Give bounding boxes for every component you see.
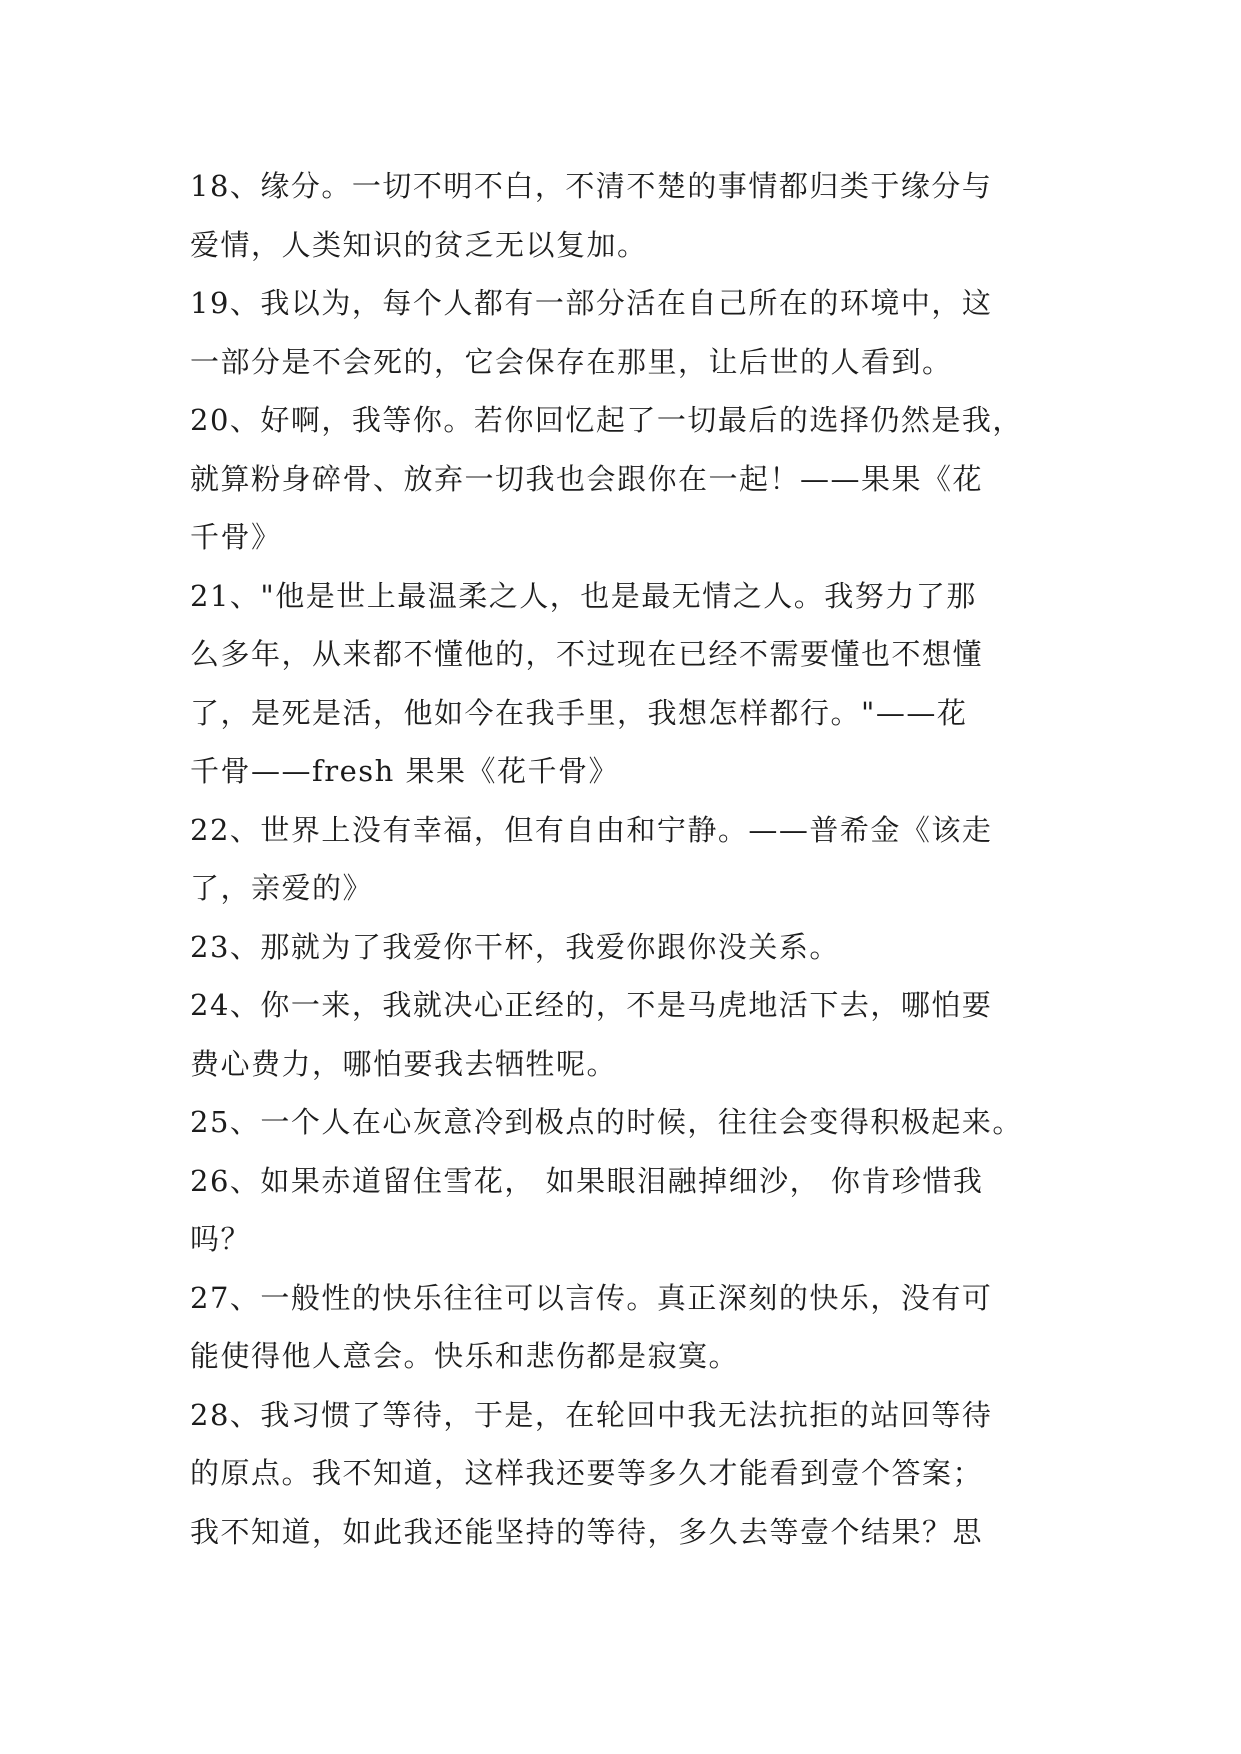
text-line: 22、世界上没有幸福，但有自由和宁静。——普希金《该走 bbox=[190, 812, 993, 847]
text-line: 了，是死是活，他如今在我手里，我想怎样都行。"——花 bbox=[190, 695, 968, 730]
text-line: 24、你一来，我就决心正经的，不是马虎地活下去，哪怕要 bbox=[190, 988, 993, 1022]
document-body bbox=[190, 157, 1060, 1561]
text-line: 就算粉身碎骨、放弃一切我也会跟你在一起！——果果《花 bbox=[190, 461, 984, 496]
text-line: 19、我以为，每个人都有一部分活在自己所在的环境中，这 bbox=[190, 286, 993, 320]
text-line: 能使得他人意会。快乐和悲伤都是寂寞。 bbox=[190, 1339, 740, 1373]
text-line: 的原点。我不知道，这样我还要等多久才能看到壹个答案； bbox=[190, 1456, 984, 1490]
text-line: 21、"他是世上最温柔之人，也是最无情之人。我努力了那 bbox=[190, 578, 977, 613]
text-line: 26、如果赤道留住雪花， 如果眼泪融掉细沙， 你肯珍惜我 bbox=[190, 1163, 984, 1198]
text-line: 费心费力，哪怕要我去牺牲呢。 bbox=[190, 1046, 618, 1081]
text-line: 18、缘分。一切不明不白，不清不楚的事情都归类于缘分与 bbox=[190, 169, 993, 203]
text-line: 千骨》 bbox=[190, 520, 282, 554]
text-line: 25、一个人在心灰意冷到极点的时候，往往会变得积极起来。 bbox=[190, 1105, 1023, 1139]
text-line: 27、一般性的快乐往往可以言传。真正深刻的快乐，没有可 bbox=[190, 1280, 993, 1315]
text-line: 千骨——fresh 果果《花千骨》 bbox=[190, 754, 620, 788]
text-line: 了，亲爱的》 bbox=[190, 871, 374, 905]
text-line: 我不知道，如此我还能坚持的等待，多久去等壹个结果？思 bbox=[190, 1514, 984, 1549]
text-line: 23、那就为了我爱你干杯，我爱你跟你没关系。 bbox=[190, 929, 840, 964]
text-line: 一部分是不会死的，它会保存在那里，让后世的人看到。 bbox=[190, 344, 953, 379]
text-line: 么多年，从来都不懂他的，不过现在已经不需要懂也不想懂 bbox=[190, 637, 984, 671]
text-line: 28、我习惯了等待，于是，在轮回中我无法抗拒的站回等待 bbox=[190, 1397, 993, 1432]
text-line: 20、好啊，我等你。若你回忆起了一切最后的选择仍然是我， bbox=[190, 403, 1023, 437]
text-line: 吗？ bbox=[190, 1222, 252, 1256]
text-line: 爱情，人类知识的贫乏无以复加。 bbox=[190, 227, 648, 262]
